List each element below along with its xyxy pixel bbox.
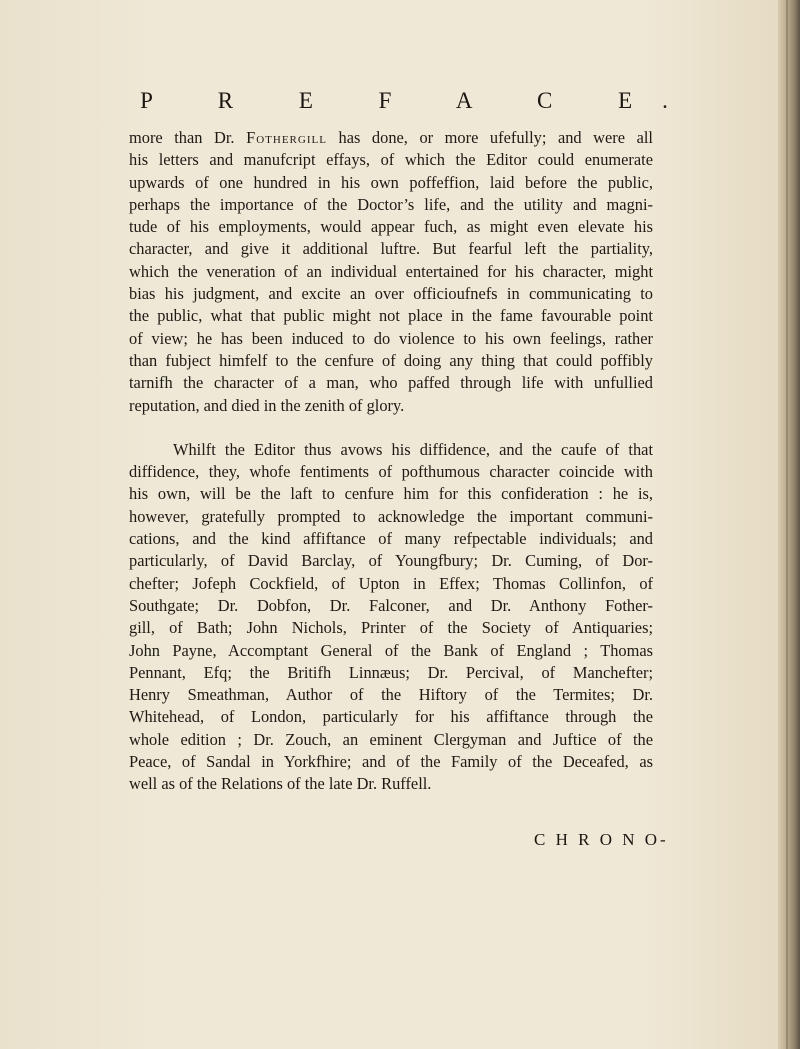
text-line: his letters and manufcript effays, of which the Editor could enumerate (129, 150, 653, 170)
text-line: Henry Smeathman, Author of the Hiftory of the Termites; Dr. (129, 685, 653, 705)
text-line: cations, and the kind affiftance of many refpectable individuals; and (129, 529, 653, 549)
text-line: perhaps the importance of the Doctor’s life, and the utility and magni- (129, 194, 653, 214)
body-text (129, 127, 653, 796)
text-line: tarnifh the character of a man, who paffed through life with unfullied (129, 373, 653, 393)
text-line: than fubject himfelf to the cenfure of doing any thing that could poffibly (129, 350, 653, 370)
text-line: of view; he has been induced to do violence to his own feelings, rather (129, 328, 653, 348)
text-line: John Payne, Accomptant General of the Bank of England ; Thomas (129, 640, 653, 660)
text-line: Peace, of Sandal in Yorkfhire; and of the Family of the Deceafed, as (129, 752, 653, 772)
text-line: diffidence, they, whofe fentiments of pofthumous character coincide with (129, 462, 653, 482)
text-line: tude of his employments, would appear fuch, as might even elevate his (129, 217, 653, 237)
text-line: his own, will be the laft to cenfure him for this confideration : he is, (129, 484, 653, 504)
text-line: whole edition ; Dr. Zouch, an eminent Clergyman and Juftice of the (129, 729, 653, 749)
text-line: Pennant, Efq; the Britifh Linnæus; Dr. Percival, of Manchefter; (129, 662, 653, 682)
page-edge-shadow (778, 0, 800, 1049)
text-line: Whitehead, of London, particularly for his affiftance through the (129, 707, 653, 727)
paragraph-1 (129, 127, 653, 417)
catchword: C H R O N O- (534, 830, 669, 849)
text-line: the public, what that public might not place in the fame favourable point (129, 306, 653, 326)
text-line: well as of the Relations of the late Dr. Ruffell. (129, 774, 432, 794)
text-line: gill, of Bath; John Nichols, Printer of the Society of Antiquaries; (129, 618, 653, 638)
text-line: however, gratefully prompted to acknowledge the important communi- (129, 506, 653, 526)
text-line: more than Dr. Fothergill has done, or more ufefully; and were all (129, 128, 653, 147)
text-line: which the veneration of an individual entertained for his character, might (129, 261, 653, 281)
text-line: character, and give it additional luftre. But fearful left the partiality, (129, 239, 653, 259)
name-fothergill: Fothergill (246, 128, 327, 147)
text-line: chefter; Jofeph Cockfield, of Upton in Effex; Thomas Collinfon, of (129, 573, 653, 593)
page-edge-line (786, 0, 788, 1049)
page-heading: P R E F A C E. (140, 88, 698, 113)
text-line: bias his judgment, and excite an over officioufnefs in communicating to (129, 284, 653, 304)
text-line: particularly, of David Barclay, of Youngfbury; Dr. Cuming, of Dor- (129, 551, 653, 571)
text-line: Southgate; Dr. Dobfon, Dr. Falconer, and Dr. Anthony Fother- (129, 595, 653, 615)
text-line: Whilft the Editor thus avows his diffidence, and the caufe of that (173, 439, 653, 459)
paragraph-2 (129, 439, 653, 796)
text-line: upwards of one hundred in his own poffeffion, laid before the public, (129, 172, 653, 192)
text-line: reputation, and died in the zenith of glory. (129, 395, 405, 415)
